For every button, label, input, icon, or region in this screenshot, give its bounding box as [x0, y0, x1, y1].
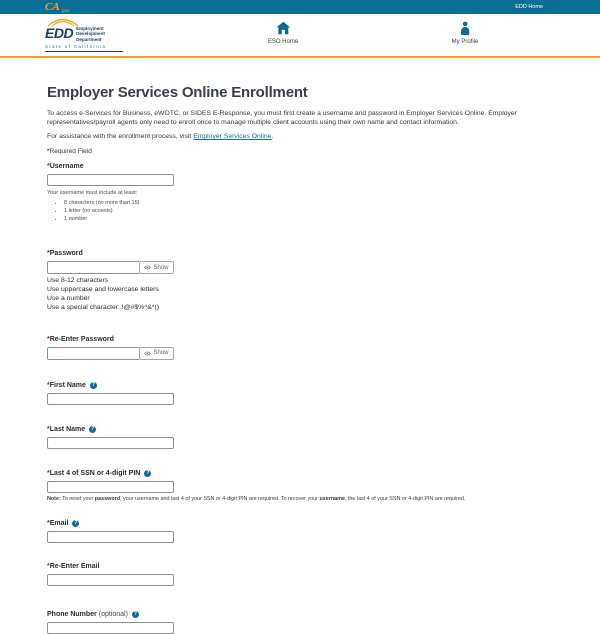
last-name-label-text: Last Name — [49, 425, 86, 433]
ca-gov-logo-suffix: .gov — [60, 8, 70, 13]
email-label-text: Email — [49, 519, 69, 527]
ssn-note — [47, 496, 553, 502]
reenter-password-input-group — [47, 347, 174, 360]
required-marker: * — [47, 148, 50, 155]
last-name-label — [47, 425, 553, 434]
home-icon — [268, 21, 298, 36]
help-icon[interactable]: ? — [133, 610, 137, 617]
reenter-password-group — [47, 335, 553, 360]
ssn-pin-label-text: Last 4 of SSN or 4-digit PIN — [49, 469, 141, 477]
help-icon[interactable]: ? — [91, 381, 95, 388]
last-name-input[interactable] — [47, 437, 174, 449]
ssn-note-text: To reset your — [60, 495, 95, 502]
intro-text: To access e-Services for Business, eWOTC, or SIDES E-Response, you must first create a username and password in Employer Services Online. Employer representatives/payroll agents only need to enroll once to manage multiple client accounts using their own name and contact information. — [47, 110, 517, 126]
ssn-pin-input[interactable] — [47, 481, 174, 493]
edd-acronym: EDD — [45, 25, 74, 41]
password-label-text: Password — [49, 250, 83, 258]
required-marker: * — [47, 250, 50, 258]
assistance-text — [47, 133, 553, 140]
reenter-password-label-text: Re-Enter Password — [49, 335, 114, 343]
password-rule: Use uppercase and lowercase letters — [47, 286, 159, 294]
required-marker: * — [47, 519, 50, 527]
help-icon[interactable]: ? — [91, 425, 95, 432]
edd-word-3: Department — [76, 36, 102, 42]
username-input[interactable] — [47, 174, 174, 186]
phone-input[interactable] — [47, 622, 174, 634]
password-rule: Use 8-12 characters — [47, 277, 109, 285]
password-label — [47, 249, 553, 258]
phone-label — [47, 610, 553, 619]
username-label-text: Username — [49, 163, 84, 170]
edd-logo[interactable] — [45, 18, 123, 52]
app-header — [0, 14, 600, 58]
utility-topbar — [0, 0, 600, 14]
reenter-email-group — [47, 562, 553, 586]
username-rule-item: • 1 letter (no accents) — [64, 208, 553, 216]
username-group — [47, 162, 553, 223]
help-icon[interactable]: ? — [146, 469, 150, 476]
password-group — [47, 249, 553, 312]
password-input-group — [47, 261, 174, 274]
password-rule: Use a number — [47, 294, 90, 302]
nav-item-eso-home[interactable] — [268, 21, 298, 45]
required-marker: * — [47, 163, 50, 170]
password-rule: Use a special character: !@#$%^&*() — [47, 303, 160, 311]
eye-icon — [144, 351, 151, 356]
reenter-password-show-label: Show — [153, 350, 169, 357]
username-rule-item: • 8 characters (no more than 15) — [64, 200, 553, 208]
first-name-label-text: First Name — [49, 381, 86, 389]
ssn-pin-label — [47, 469, 553, 478]
username-hint: Your username must include at least: — [47, 190, 138, 196]
reenter-password-label — [47, 335, 553, 344]
ca-gov-logo-script: CA — [45, 1, 60, 13]
main-content — [47, 60, 553, 634]
ssn-note-text: , the last 4 of your SSN or 4-digit PIN are required. — [344, 495, 466, 502]
last-name-group — [47, 425, 553, 449]
email-label — [47, 519, 553, 528]
eye-icon — [144, 265, 151, 270]
nav-item-my-profile[interactable] — [452, 21, 479, 45]
reenter-email-label-text: Re-Enter Email — [49, 562, 100, 570]
required-marker: * — [47, 335, 50, 343]
edd-word-1: Employment — [76, 25, 104, 31]
ssn-note-text: , your username and last 4 of your SSN or 4-digit PIN are required. To recover your — [120, 495, 320, 502]
edd-logo-words — [76, 26, 105, 43]
phone-optional: (optional) — [98, 610, 128, 618]
password-show-button[interactable] — [139, 261, 174, 274]
edd-gold-arcs-icon — [47, 18, 79, 27]
edd-logo-top — [45, 18, 123, 43]
assistance-prefix: For assistance with the enrollment process, visit — [47, 133, 194, 140]
reenter-password-input[interactable] — [47, 347, 139, 360]
password-rules — [47, 277, 553, 312]
reenter-email-input[interactable] — [47, 574, 174, 586]
required-marker: * — [47, 562, 50, 570]
person-icon — [452, 21, 479, 36]
assistance-suffix: . — [271, 133, 274, 140]
username-rule-item: • 1 number — [64, 216, 553, 224]
required-marker: * — [47, 469, 50, 477]
first-name-input[interactable] — [47, 393, 174, 405]
ssn-note-bold: Note: — [47, 495, 61, 502]
reenter-email-label — [47, 562, 553, 571]
first-name-group — [47, 381, 553, 405]
ssn-pin-group — [47, 469, 553, 502]
email-input[interactable] — [47, 531, 174, 543]
required-marker: * — [47, 381, 50, 389]
edd-word-2: Development — [76, 31, 105, 37]
username-label — [47, 162, 553, 171]
nav-label-eso-home: ESO Home — [267, 39, 299, 45]
ssn-note-bold: username — [319, 495, 345, 502]
reenter-password-show-button[interactable] — [139, 347, 174, 360]
help-icon[interactable]: ? — [74, 519, 78, 526]
edd-home-link[interactable]: EDD Home — [515, 4, 543, 10]
password-show-label: Show — [153, 264, 169, 271]
ca-gov-logo[interactable] — [45, 0, 69, 14]
ssn-note-bold: password — [94, 495, 121, 502]
edd-logo-tagline: State of California — [45, 44, 123, 52]
email-group — [47, 519, 553, 543]
phone-group — [47, 610, 553, 634]
required-note-text: Required Field — [49, 148, 92, 155]
password-input[interactable] — [47, 261, 139, 274]
employer-services-online-link[interactable]: Employer Services Online — [193, 133, 272, 140]
username-rules-list — [64, 200, 553, 223]
first-name-label — [47, 381, 553, 390]
required-field-note — [47, 148, 553, 155]
page-title: Employer Services Online Enrollment — [47, 84, 308, 101]
nav-label-my-profile: My Profile — [451, 39, 479, 45]
required-marker: * — [47, 425, 50, 433]
edd-acronym-wrap — [45, 18, 73, 43]
phone-label-text: Phone Number — [47, 610, 97, 618]
